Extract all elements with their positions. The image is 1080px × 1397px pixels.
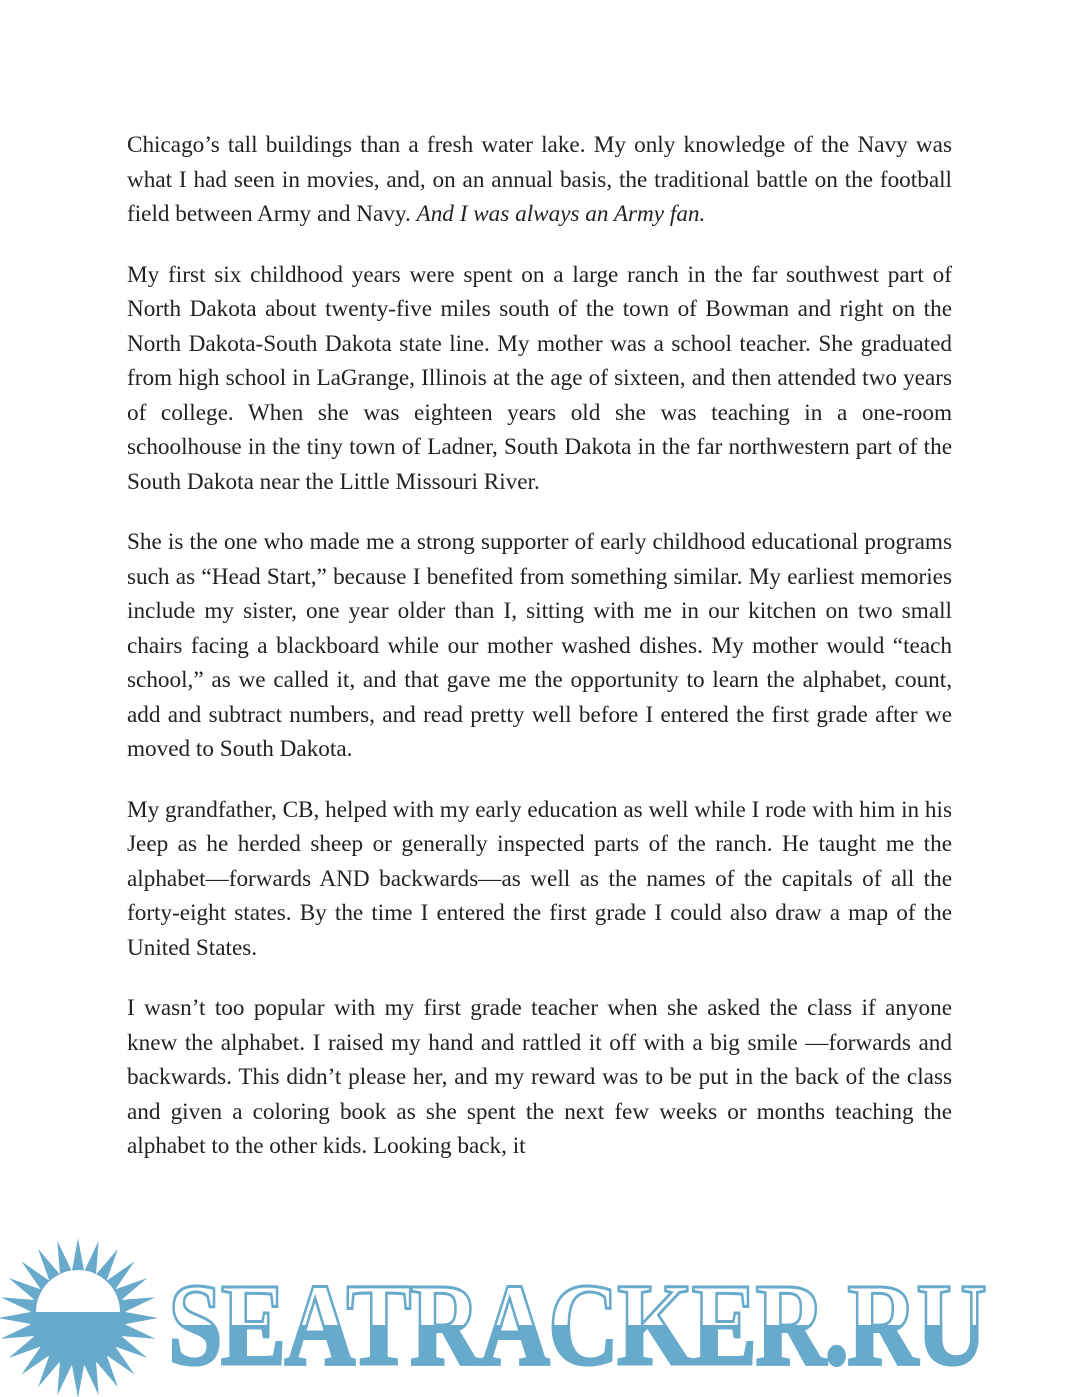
- document-page: [127, 128, 952, 1190]
- paragraph-2: My first six childhood years were spent on a large ranch in the far southwest part of North Dakota about twenty-five miles south of the town of Bowman and right on the North Dakota-South Dakota state line. My mother was a school teacher. She graduated from high school in LaGrange, Illinois at the age of sixteen, and then attended two years of college. When she was eighteen years old she was teaching in a one-room schoolhouse in the tiny town of Ladner, South Dakota in the far northwestern part of the South Dakota near the Little Missouri River.: [127, 261, 952, 495]
- paragraph-3: She is the one who made me a strong supporter of early childhood educational programs such as “Head Start,” because I benefited from something similar. My earliest memories include my sister, one year older than I, sitting with me in our kitchen on two small chairs facing a blackboard while our mother washed dishes. My mother would “teach school,” as we called it, and that gave me the opportunity to learn the alphabet, count, add and subtract numbers, and read pretty well before I entered the first grade after we moved to South Dakota.: [127, 529, 952, 762]
- paragraph-text: Chicago’s tall buildings than a fresh water lake. My only knowledge of the Navy was what I had seen in movies, and, on an annual basis, the traditional battle on the football field between Army and Navy.: [127, 132, 952, 227]
- watermark-logo-text: SEATRACKER.RU: [168, 1259, 986, 1390]
- paragraph-1: [127, 128, 952, 232]
- italic-text: And I was always an Army fan.: [416, 201, 706, 227]
- paragraph-5: I wasn’t too popular with my first grade teacher when she asked the class if anyone knew the alphabet. I raised my hand and rattled it off with a big smile —forwards and backwards. This didn’t please her, and my reward was to be put in the back of the class and given a coloring book as she spent the next few weeks or months teaching the alphabet to the other kids. Looking back, it: [127, 995, 952, 1159]
- paragraph-4: My grandfather, CB, helped with my early education as well while I rode with him in his Jeep as he herded sheep or generally inspected parts of the ranch. He taught me the alphabet—forwards AND backwards—as well as the names of the capitals of all the forty-eight states. By the time I entered the first grade I could also draw a map of the United States.: [127, 796, 952, 961]
